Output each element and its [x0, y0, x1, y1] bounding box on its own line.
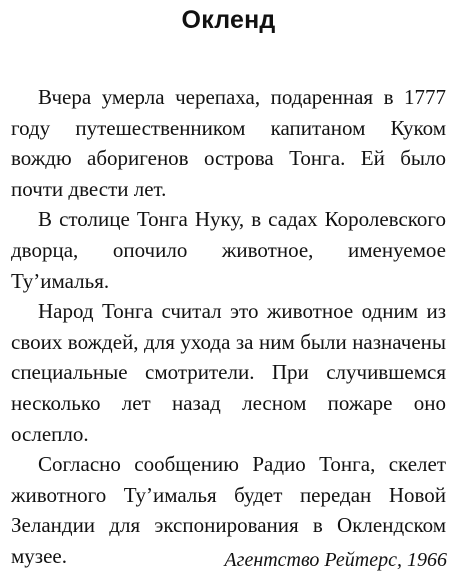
paragraph-2: В столице Тонга Нуку, в садах Королевского дворца, опочило животное, именуемое Ту’ималья. — [11, 207, 446, 293]
paragraph-3: Народ Тонга считал это животное одним из своих вождей, для ухода за ним были назначены специальные смотрители. При случившемся несколько лет назад лесном пожаре оно ослепло. — [11, 299, 446, 446]
article-body — [11, 82, 446, 572]
paragraph-1: Вчера умерла черепаха, подаренная в 1777 году путешественником капитаном Куком вождю аборигенов острова Тонга. Ей было почти двести лет. — [11, 85, 446, 201]
paragraph-4: Согласно сообщению Радио Тонга, скелет животного Ту’ималья будет передан Новой Зеландии для экспонирования в Оклендском музее. — [11, 452, 446, 568]
source-signature: Агентство Рейтерс, 1966 — [224, 549, 447, 571]
page-title: Окленд — [181, 6, 276, 34]
